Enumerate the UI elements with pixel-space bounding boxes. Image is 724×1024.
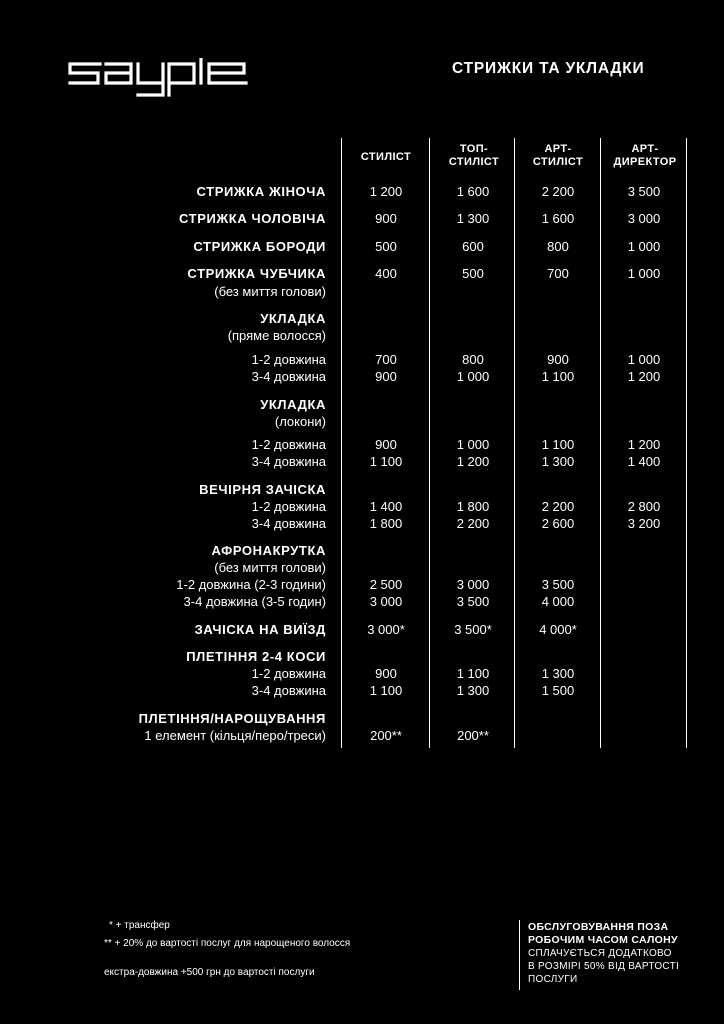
price-cell: 1 100 bbox=[369, 454, 403, 469]
price-cell: 3 200 bbox=[627, 516, 661, 531]
price-cell: 1 300 bbox=[541, 666, 575, 681]
price-cell: 900 bbox=[375, 369, 397, 384]
service-name: ПЛЕТІННЯ/НАРОЩУВАННЯ bbox=[138, 711, 326, 726]
price-cell: 800 bbox=[462, 352, 484, 367]
price-cell: 900 bbox=[547, 352, 569, 367]
price-cell: 1 000 bbox=[627, 266, 661, 281]
price-cell: 4 000* bbox=[539, 622, 577, 637]
service-detail: 1-2 довжина bbox=[251, 437, 326, 452]
price-cell: 1 100 bbox=[369, 683, 403, 698]
price-cell: 2 200 bbox=[541, 499, 575, 514]
column-header-art-director: АРТ- ДИРЕКТОР bbox=[613, 143, 677, 168]
service-detail: 3-4 довжина bbox=[251, 516, 326, 531]
service-detail: (локони) bbox=[274, 414, 326, 429]
price-cell: 1 000 bbox=[627, 352, 661, 367]
price-cell: 3 000 bbox=[369, 594, 403, 609]
price-cell: 900 bbox=[375, 666, 397, 681]
service-detail: (пряме волосся) bbox=[227, 328, 326, 343]
service-detail: 1-2 довжина (2-3 години) bbox=[176, 577, 326, 592]
price-cell: 1 100 bbox=[456, 666, 490, 681]
service-detail: 3-4 довжина bbox=[251, 683, 326, 698]
price-cell: 1 800 bbox=[369, 516, 403, 531]
service-name: УКЛАДКА bbox=[260, 311, 326, 326]
price-cell: 700 bbox=[547, 266, 569, 281]
price-cell: 400 bbox=[375, 266, 397, 281]
price-cell: 500 bbox=[462, 266, 484, 281]
price-cell: 200** bbox=[457, 728, 489, 743]
service-detail: 3-4 довжина (3-5 годин) bbox=[183, 594, 326, 609]
notice-line: РОБОЧИМ ЧАСОМ САЛОНУ bbox=[528, 934, 678, 946]
price-cell: 1 300 bbox=[456, 683, 490, 698]
price-cell: 1 300 bbox=[541, 454, 575, 469]
notice-divider bbox=[519, 920, 520, 990]
column-header-art-stylist: АРТ- СТИЛІСТ bbox=[532, 143, 584, 168]
service-detail: 3-4 довжина bbox=[251, 454, 326, 469]
price-cell: 900 bbox=[375, 211, 397, 226]
price-cell: 3 500 bbox=[627, 184, 661, 199]
price-cell: 1 600 bbox=[541, 211, 575, 226]
column-header-top-stylist: ТОП- СТИЛІСТ bbox=[448, 143, 500, 168]
price-cell: 900 bbox=[375, 437, 397, 452]
price-cell: 200** bbox=[370, 728, 402, 743]
price-cell: 2 500 bbox=[369, 577, 403, 592]
service-detail: 1-2 довжина bbox=[251, 666, 326, 681]
service-name: СТРИЖКА БОРОДИ bbox=[193, 239, 326, 254]
price-cell: 3 500* bbox=[454, 622, 492, 637]
footnote-transfer: * + трансфер bbox=[109, 920, 170, 931]
service-detail: 1 елемент (кільця/перо/треси) bbox=[144, 728, 326, 743]
column-divider bbox=[341, 138, 342, 748]
price-cell: 3 000* bbox=[367, 622, 405, 637]
notice-line: В РОЗМІРІ 50% ВІД ВАРТОСТІ bbox=[528, 961, 680, 972]
price-cell: 4 000 bbox=[541, 594, 575, 609]
price-cell: 1 400 bbox=[369, 499, 403, 514]
price-cell: 1 100 bbox=[541, 437, 575, 452]
price-cell: 800 bbox=[547, 239, 569, 254]
service-name: СТРИЖКА ЖІНОЧА bbox=[196, 184, 326, 199]
price-cell: 3 500 bbox=[456, 594, 490, 609]
service-detail: 1-2 довжина bbox=[251, 352, 326, 367]
sayple-logo bbox=[68, 58, 248, 98]
service-name: УКЛАДКА bbox=[260, 397, 326, 412]
price-cell: 2 200 bbox=[541, 184, 575, 199]
service-detail: 1-2 довжина bbox=[251, 499, 326, 514]
service-detail: 3-4 довжина bbox=[251, 369, 326, 384]
price-cell: 3 000 bbox=[456, 577, 490, 592]
price-cell: 600 bbox=[462, 239, 484, 254]
price-cell: 2 800 bbox=[627, 499, 661, 514]
price-cell: 1 500 bbox=[541, 683, 575, 698]
service-name: ЗАЧІСКА НА ВИЇЗД bbox=[194, 622, 326, 637]
price-cell: 700 bbox=[375, 352, 397, 367]
price-cell: 1 200 bbox=[627, 437, 661, 452]
service-detail: (без миття голови) bbox=[214, 560, 326, 575]
price-cell: 1 000 bbox=[456, 369, 490, 384]
price-cell: 1 200 bbox=[369, 184, 403, 199]
price-cell: 1 600 bbox=[456, 184, 490, 199]
price-cell: 1 200 bbox=[627, 369, 661, 384]
price-cell: 2 200 bbox=[456, 516, 490, 531]
price-cell: 2 600 bbox=[541, 516, 575, 531]
price-cell: 1 300 bbox=[456, 211, 490, 226]
service-name: СТРИЖКА ЧУБЧИКА bbox=[187, 266, 326, 281]
price-cell: 1 800 bbox=[456, 499, 490, 514]
service-detail: (без миття голови) bbox=[214, 284, 326, 299]
column-header-stylist: СТИЛІСТ bbox=[360, 151, 412, 163]
price-cell: 1 100 bbox=[541, 369, 575, 384]
notice-line: ОБСЛУГОВУВАННЯ ПОЗА bbox=[528, 921, 669, 933]
price-cell: 3 500 bbox=[541, 577, 575, 592]
price-cell: 1 400 bbox=[627, 454, 661, 469]
price-cell: 500 bbox=[375, 239, 397, 254]
service-name: ВЕЧІРНЯ ЗАЧІСКА bbox=[199, 482, 326, 497]
service-name: ПЛЕТІННЯ 2-4 КОСИ bbox=[186, 649, 326, 664]
notice-line: ПОСЛУГИ bbox=[528, 974, 578, 985]
notice-line: СПЛАЧУЄТЬСЯ ДОДАТКОВО bbox=[528, 948, 672, 959]
service-name: АФРОНАКРУТКА bbox=[211, 543, 326, 558]
page-title: СТРИЖКИ ТА УКЛАДКИ bbox=[452, 60, 645, 77]
price-cell: 1 200 bbox=[456, 454, 490, 469]
footnote-extensions: ** + 20% до вартості послуг для нарощеного волосся bbox=[104, 938, 351, 949]
price-cell: 1 000 bbox=[456, 437, 490, 452]
price-cell: 3 000 bbox=[627, 211, 661, 226]
footnote-extra-length: екстра-довжина +500 грн до вартості послуги bbox=[104, 967, 315, 978]
after-hours-notice bbox=[528, 921, 679, 986]
service-name: СТРИЖКА ЧОЛОВІЧА bbox=[179, 211, 326, 226]
price-cell: 1 000 bbox=[627, 239, 661, 254]
